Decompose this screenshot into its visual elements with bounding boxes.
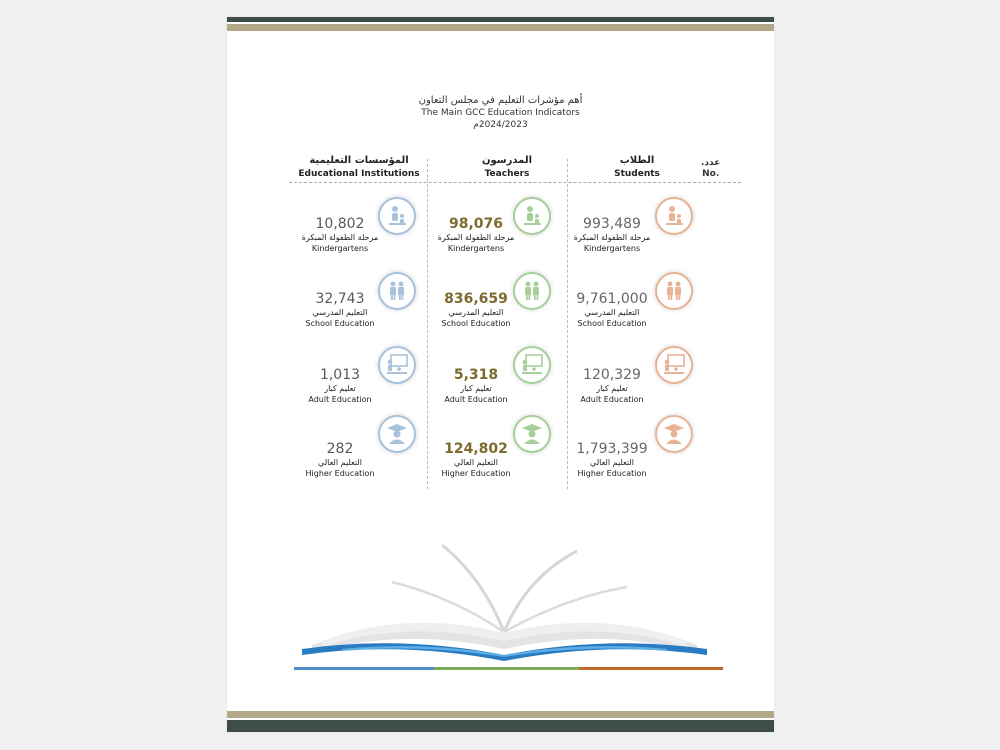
level-label-en: School Education xyxy=(441,319,511,328)
number-header xyxy=(701,158,720,180)
institutions-header xyxy=(289,155,429,179)
kindergarten-icon xyxy=(655,197,693,235)
school-children-icon xyxy=(378,272,416,310)
value: 9,761,000 xyxy=(576,291,648,307)
teachers-higher xyxy=(421,441,531,479)
school-children-icon xyxy=(513,272,551,310)
value: 993,489 xyxy=(583,216,641,232)
level-label-ar: مرحلة الطفولة المبكرة xyxy=(301,233,379,242)
level-label-ar: التعليم العالي xyxy=(318,458,362,467)
classroom-board-icon xyxy=(655,346,693,384)
title-english: The Main GCC Education Indicators xyxy=(421,108,580,118)
institutions-header-en: Educational Institutions xyxy=(298,169,420,179)
graduate-icon xyxy=(655,415,693,453)
value: 5,318 xyxy=(453,367,499,383)
level-label-ar: مرحلة الطفولة المبكرة xyxy=(573,233,651,242)
level-label-ar: التعليم العالي xyxy=(454,458,498,467)
level-label-ar: تعليم كبار xyxy=(460,384,492,393)
value: 836,659 xyxy=(444,291,508,307)
level-label-ar: التعليم المدرسي xyxy=(448,308,504,317)
stripe-blue xyxy=(294,667,434,670)
teachers-header-en: Teachers xyxy=(484,169,530,179)
level-label-en: Kindergartens xyxy=(583,244,641,253)
value: 1,793,399 xyxy=(576,441,648,457)
level-label-en: Higher Education xyxy=(441,469,511,478)
level-label-ar: التعليم المدرسي xyxy=(312,308,368,317)
level-label-en: Higher Education xyxy=(305,469,375,478)
value: 32,743 xyxy=(315,291,365,307)
kindergarten-icon xyxy=(513,197,551,235)
level-label-en: Kindergartens xyxy=(447,244,505,253)
level-label-en: Higher Education xyxy=(577,469,647,478)
graduate-icon xyxy=(513,415,551,453)
title-arabic: أهم مؤشرات التعليم في مجلس التعاون xyxy=(418,95,583,106)
level-label-en: Adult Education xyxy=(308,395,372,404)
level-label-en: Adult Education xyxy=(444,395,508,404)
students-school xyxy=(557,291,667,329)
classroom-board-icon xyxy=(378,346,416,384)
level-label-en: School Education xyxy=(577,319,647,328)
graduate-icon xyxy=(378,415,416,453)
bottom-gold-band xyxy=(227,711,774,718)
students-header-en: Students xyxy=(614,169,660,179)
bottom-dark-band xyxy=(227,720,774,732)
students-header xyxy=(572,155,702,179)
number-header-ar: عدد. xyxy=(701,158,721,168)
level-label-ar: تعليم كبار xyxy=(596,384,628,393)
kindergarten-icon xyxy=(378,197,416,235)
stripe-orange xyxy=(579,667,723,670)
level-label-en: Kindergartens xyxy=(311,244,369,253)
top-dark-band xyxy=(227,17,774,22)
teachers-header xyxy=(442,155,572,179)
students-higher xyxy=(557,441,667,479)
teachers-header-ar: المدرسون xyxy=(481,155,533,166)
level-label-en: Adult Education xyxy=(580,395,644,404)
level-label-en: School Education xyxy=(305,319,375,328)
level-label-ar: مرحلة الطفولة المبكرة xyxy=(437,233,515,242)
level-label-ar: التعليم المدرسي xyxy=(584,308,640,317)
value: 282 xyxy=(326,441,354,457)
students-adult xyxy=(557,367,667,405)
institutions-adult xyxy=(285,367,395,405)
report-page xyxy=(227,17,774,732)
students-kindergartens xyxy=(557,216,667,254)
value: 10,802 xyxy=(315,216,365,232)
classroom-board-icon xyxy=(513,346,551,384)
value: 120,329 xyxy=(583,367,641,383)
students-header-ar: الطلاب xyxy=(619,155,655,166)
value: 1,013 xyxy=(319,367,361,383)
institutions-header-ar: المؤسسات التعليمية xyxy=(309,155,409,166)
year-label: 2024/2023م xyxy=(473,120,528,130)
stripe-green xyxy=(434,667,579,670)
level-label-ar: التعليم العالي xyxy=(590,458,634,467)
top-gold-band xyxy=(227,24,774,31)
institutions-higher xyxy=(285,441,395,479)
value: 124,802 xyxy=(444,441,508,457)
number-header-en: No. xyxy=(702,169,720,179)
value: 98,076 xyxy=(448,216,504,232)
open-book-icon xyxy=(282,537,722,666)
school-children-icon xyxy=(655,272,693,310)
header-divider xyxy=(289,182,741,183)
level-label-ar: تعليم كبار xyxy=(324,384,356,393)
